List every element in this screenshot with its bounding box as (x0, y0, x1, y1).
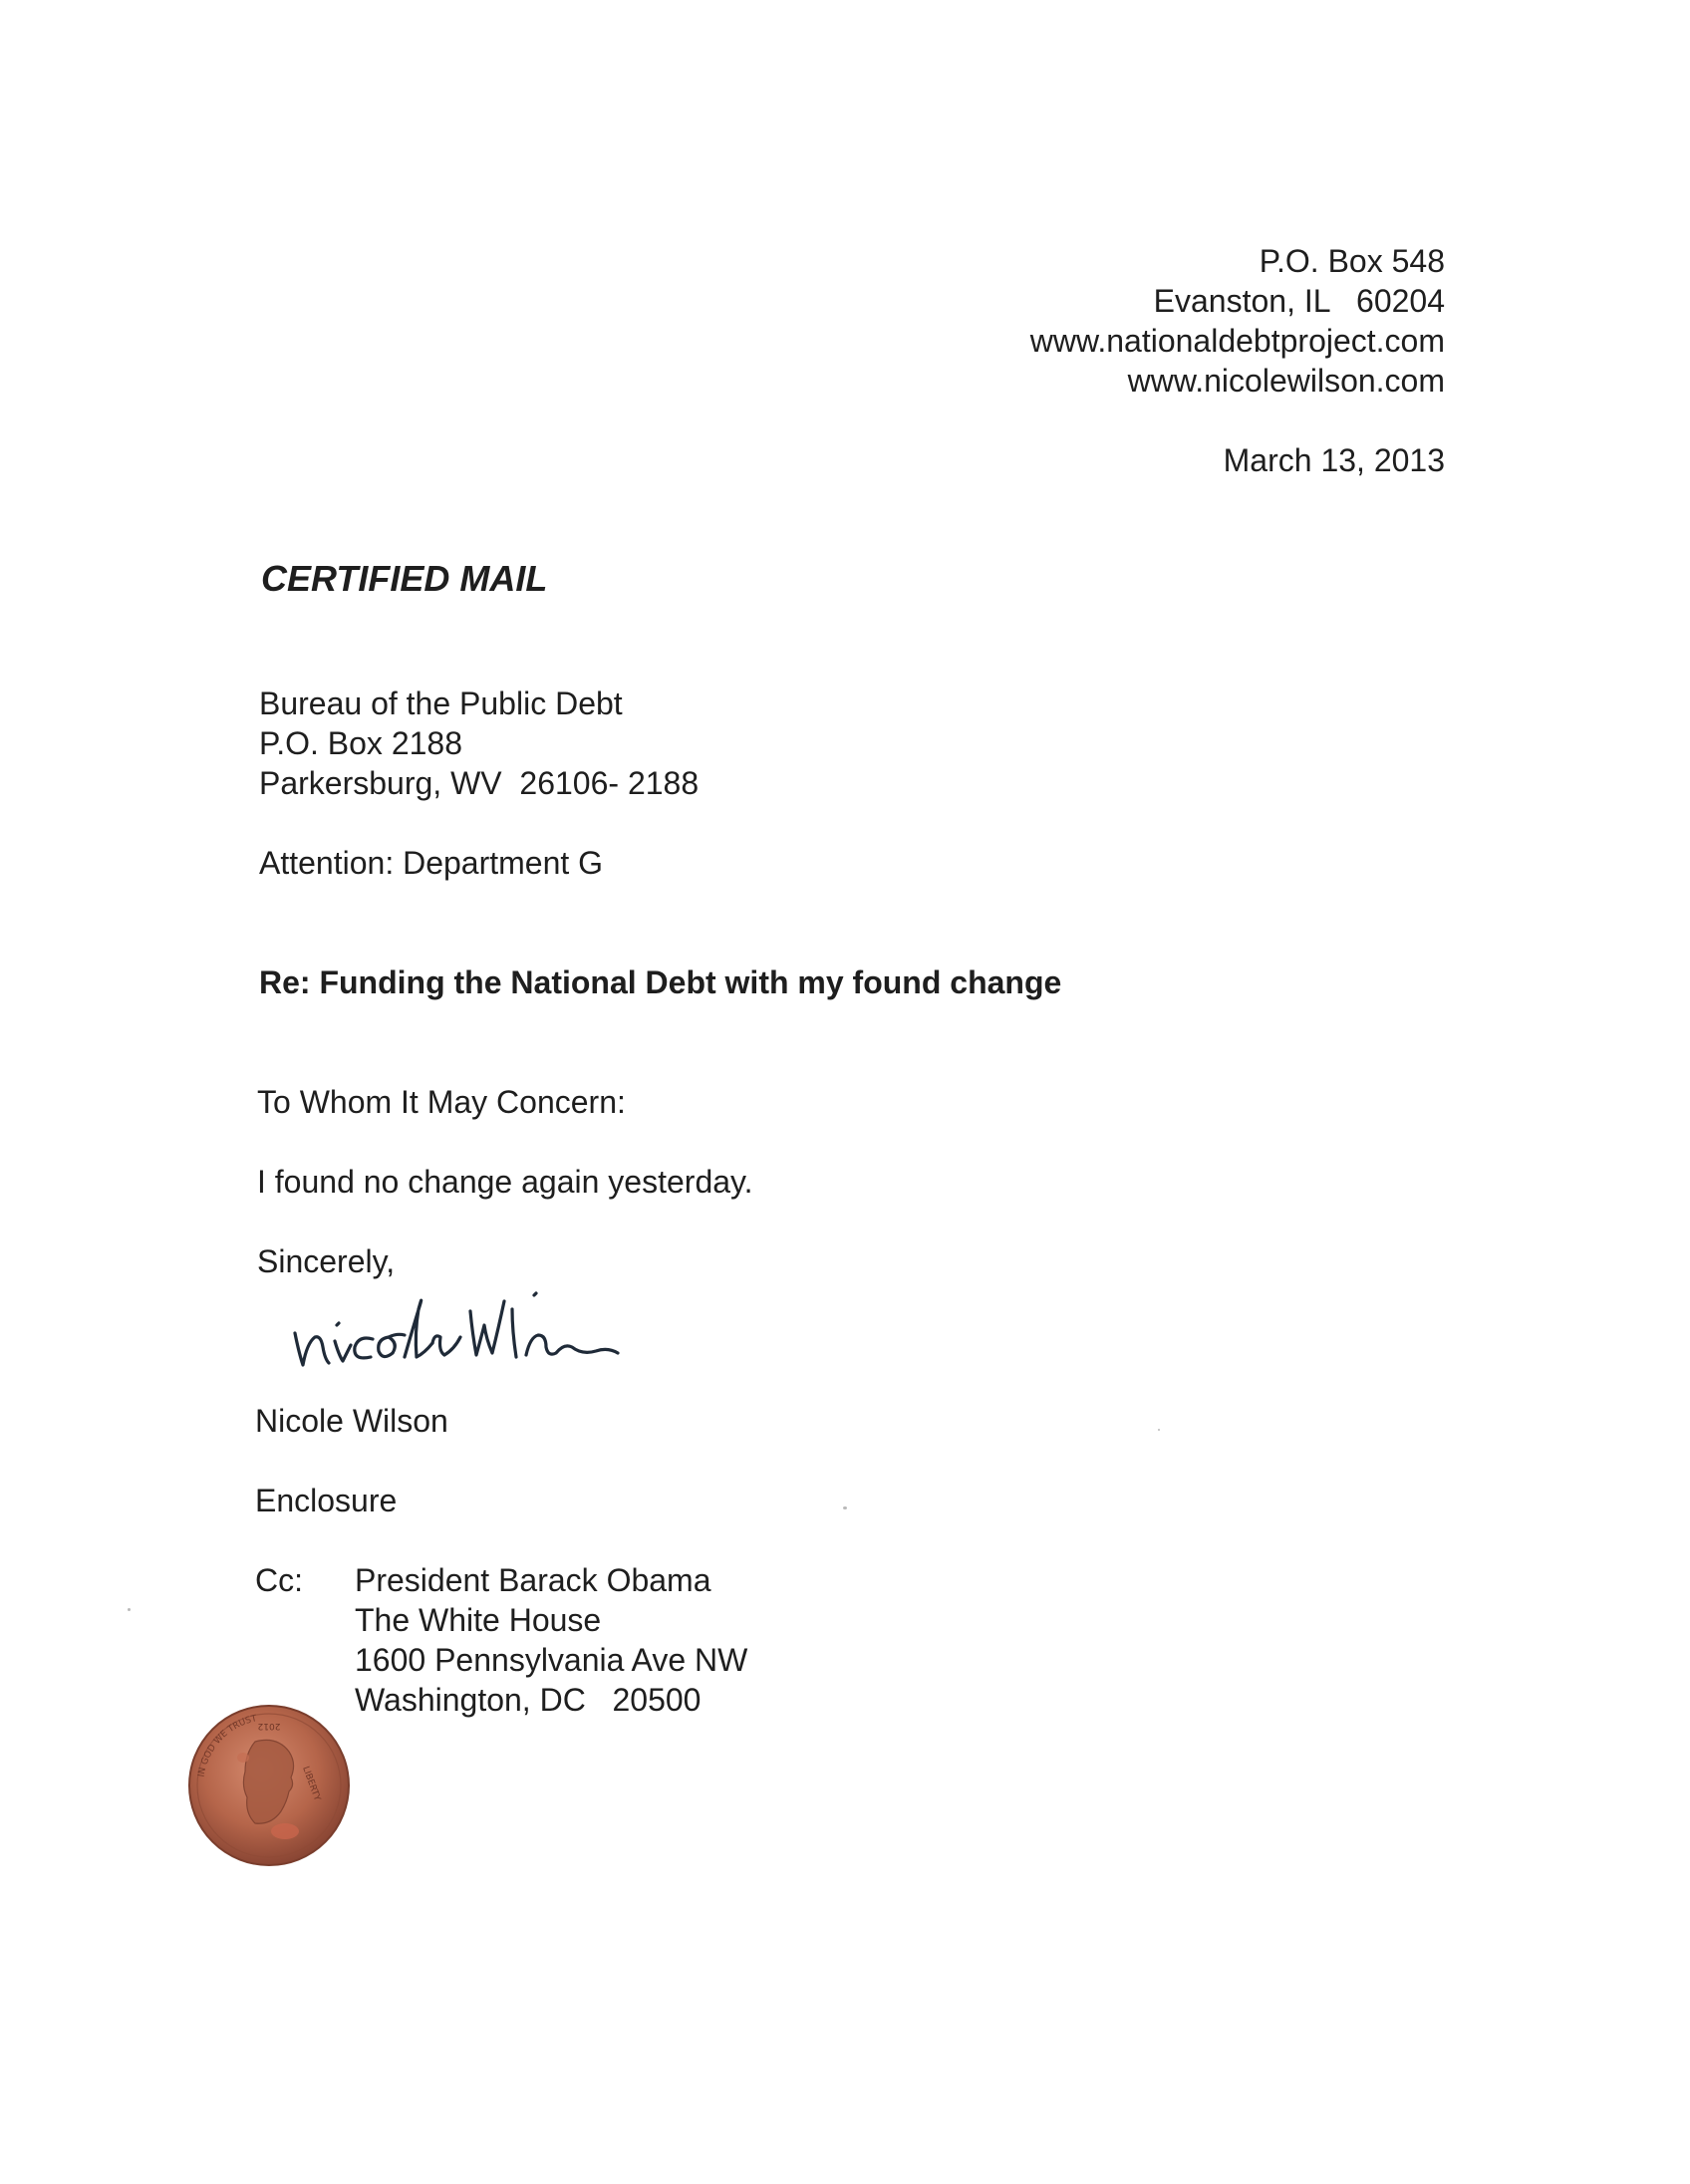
subject-line: Re: Funding the National Debt with my found change (259, 964, 1062, 1000)
scan-speck (1158, 1429, 1160, 1431)
penny-coin-image (185, 1702, 353, 1869)
recipient-line: P.O. Box 2188 (259, 725, 462, 761)
salutation: To Whom It May Concern: (257, 1084, 626, 1120)
sender-website-link: www.nationaldebtproject.com (1029, 323, 1445, 359)
closing: Sincerely, (257, 1243, 396, 1279)
mail-type-heading: CERTIFIED MAIL (261, 558, 548, 599)
signer-name: Nicole Wilson (255, 1403, 448, 1439)
sender-address (1030, 241, 1445, 401)
penny-year-text: 2012 (257, 1721, 281, 1731)
attention-line: Attention: Department G (259, 845, 604, 881)
recipient-address (259, 683, 699, 803)
sender-line: P.O. Box 548 (1259, 243, 1445, 279)
cc-line: Washington, DC 20500 (355, 1682, 702, 1718)
sender-website-link: www.nicolewilson.com (1127, 363, 1445, 399)
cc-line: The White House (355, 1602, 602, 1638)
scan-speck (843, 1506, 847, 1509)
cc-line: President Barack Obama (355, 1562, 711, 1598)
scan-speck (128, 1608, 131, 1611)
penny-rim-text: IN GOD WE TRUST (196, 1714, 258, 1778)
enclosure-note: Enclosure (255, 1483, 398, 1518)
cc-address (355, 1560, 747, 1720)
recipient-line: Bureau of the Public Debt (259, 685, 623, 721)
recipient-line: Parkersburg, WV 26106- 2188 (259, 765, 700, 801)
sender-line: Evanston, IL 60204 (1153, 283, 1445, 319)
letter-date: March 13, 2013 (1223, 442, 1445, 478)
penny-liberty-text: LIBERTY (300, 1765, 322, 1802)
letter-body: I found no change again yesterday. (257, 1164, 753, 1200)
cc-label: Cc: (255, 1562, 303, 1598)
signature-image (285, 1273, 634, 1383)
cc-line: 1600 Pennsylvania Ave NW (355, 1642, 748, 1678)
